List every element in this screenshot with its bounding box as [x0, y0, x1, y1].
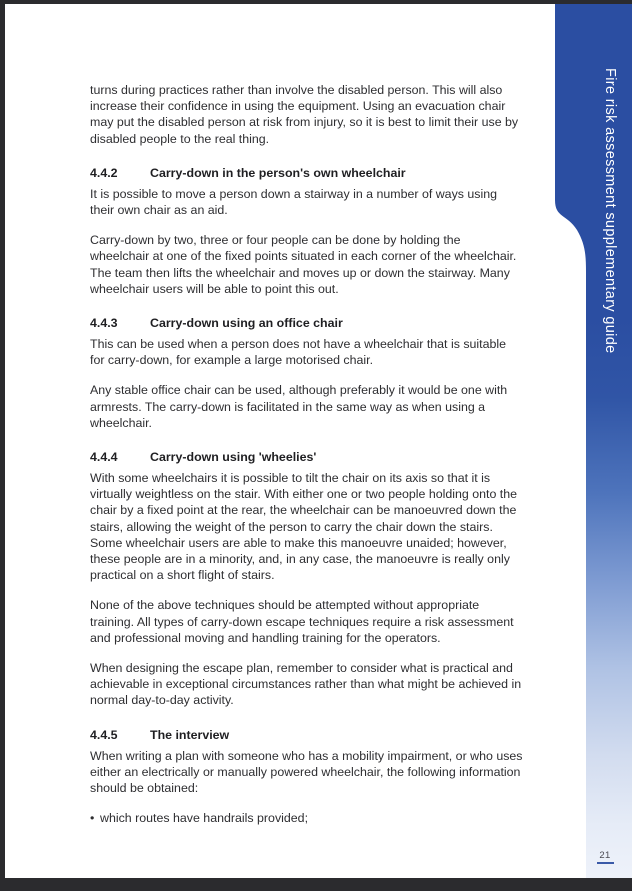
paragraph-4-4-4-escape-plan: When designing the escape plan, remember to consider what is practical and achievable in exceptional circumstances rather than what might be achieved in normal day-to-day activity.	[90, 661, 522, 708]
section-number: 4.4.2	[90, 165, 118, 180]
paragraph-4-4-3-armrests: Any stable office chair can be used, although preferably it would be one with armrests. The carry-down is facilitated in the same way as when using a wheelchair.	[90, 383, 508, 430]
paragraph-4-4-4-training: None of the above techniques should be attempted without appropriate training. All types of carry-down escape techniques require a risk assessment and professional moving and handling training for the operators.	[90, 598, 514, 645]
paragraph-4-4-2-intro: It is possible to move a person down a stairway in a number of ways using their own chair as an aid.	[90, 186, 498, 218]
heading-4-4-4	[90, 449, 523, 465]
bullet-list-interview-questions	[90, 810, 523, 826]
page-number-rule	[597, 862, 614, 864]
section-title: Carry-down using 'wheelies'	[150, 450, 317, 465]
paragraph-continued-evacuation-chair: turns during practices rather than involve the disabled person. This will also increase their confidence in using the equipment. Using an evacuation chair may put the disabled person at risk from injury, so it is best to limit their use by disabled people to the real thing.	[90, 83, 519, 146]
paragraph-4-4-2-team-lift: Carry-down by two, three or four people can be done by holding the wheelchair at one of the fixed points situated in each corner of the wheelchair. The team then lifts the wheelchair and moves up or down the stairway. Many wheelchair users will be able to point this out.	[90, 233, 517, 296]
section-title: The interview	[150, 727, 230, 742]
side-tab	[555, 4, 632, 878]
side-tab-label-area	[586, 4, 632, 784]
list-item: • which routes have handrails provided;	[90, 810, 523, 826]
paragraph-4-4-3-intro: This can be used when a person does not have a wheelchair that is suitable for carry-down, for example a large motorised chair.	[90, 337, 507, 368]
heading-4-4-5	[90, 727, 523, 743]
heading-4-4-2	[90, 165, 523, 181]
page-number: 21	[599, 850, 611, 862]
paragraph-4-4-5-intro: When writing a plan with someone who has a mobility impairment, or who uses either an electrically or manually powered wheelchair, the following information should be obtained:	[90, 748, 523, 796]
section-title: Carry-down in the person's own wheelchair	[150, 165, 406, 180]
side-tab-label: Fire risk assessment supplementary guide	[602, 68, 618, 354]
document-text-column	[90, 82, 523, 829]
section-title: Carry-down using an office chair	[150, 316, 343, 331]
paragraph-4-4-4-technique: With some wheelchairs it is possible to tilt the chair on its axis so that it is virtually weightless on the stair. With either one or two people holding onto the chair by a fixed point at the rear, the wheelchair can be manoeuvred down the stairs, allowing the weight of the person to carry the chair down the stairs. Some wheelchair users are able to make this manoeuvre unaided; however, these people are in a minority, and, in any case, the manoeuvre is really only practical on a short flight of stairs.	[90, 471, 518, 583]
section-number: 4.4.5	[90, 727, 118, 742]
page-number-block	[590, 850, 620, 864]
document-page	[5, 4, 632, 878]
section-number: 4.4.3	[90, 316, 118, 331]
section-number: 4.4.4	[90, 450, 118, 465]
heading-4-4-3	[90, 315, 523, 331]
